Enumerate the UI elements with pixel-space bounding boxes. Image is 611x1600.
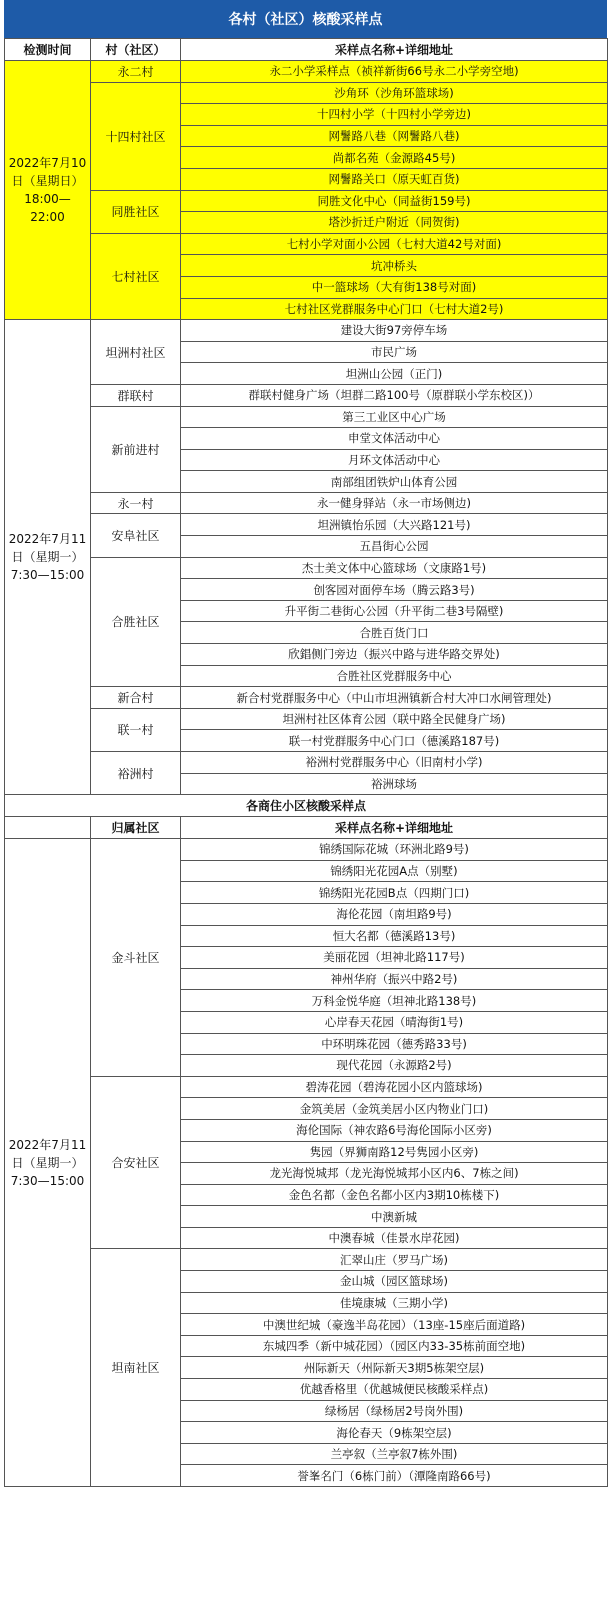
column-header: 采样点名称+详细地址 bbox=[181, 39, 608, 61]
table-row bbox=[5, 708, 608, 730]
table-row bbox=[5, 384, 608, 406]
site-cell: 中澳新城 bbox=[181, 1206, 608, 1228]
site-cell: 沙角环（沙角环篮球场) bbox=[181, 82, 608, 104]
site-cell: 中一篮球场（大有街138号对面) bbox=[181, 276, 608, 298]
site-cell: 建设大街97旁停车场 bbox=[181, 320, 608, 342]
village-cell: 十四村社区 bbox=[91, 82, 181, 190]
village-cell: 联一村 bbox=[91, 708, 181, 751]
table-row bbox=[5, 839, 608, 861]
site-cell: 网鬐路关口（原天虹百货) bbox=[181, 168, 608, 190]
village-cell: 安阜社区 bbox=[91, 514, 181, 557]
village-cell: 永二村 bbox=[91, 61, 181, 83]
site-cell: 申堂文体活动中心 bbox=[181, 428, 608, 450]
site-cell: 坦洲村社区体育公园（联中路全民健身广场) bbox=[181, 708, 608, 730]
column-header: 采样点名称+详细地址 bbox=[181, 817, 608, 839]
site-cell: 群联村健身广场（坦群二路100号（原群联小学东校区)） bbox=[181, 384, 608, 406]
village-cell: 同胜社区 bbox=[91, 190, 181, 233]
site-cell: 联一村党群服务中心门口（德溪路187号) bbox=[181, 730, 608, 752]
site-cell: 同胜文化中心（同益街159号) bbox=[181, 190, 608, 212]
site-cell: 坦洲镇怡乐园（大兴路121号) bbox=[181, 514, 608, 536]
site-cell: 金山城（园区篮球场) bbox=[181, 1271, 608, 1293]
site-cell: 合胜百货门口 bbox=[181, 622, 608, 644]
table-row bbox=[5, 514, 608, 536]
site-cell: 创客园对面停车场（腾云路3号) bbox=[181, 579, 608, 601]
site-cell: 坦洲山公园（正门) bbox=[181, 363, 608, 385]
table-row bbox=[5, 82, 608, 104]
site-cell: 永二小学采样点（祯祥新街66号永二小学旁空地) bbox=[181, 61, 608, 83]
village-cell: 新前进村 bbox=[91, 406, 181, 492]
site-cell: 网鬐路八巷（网鬐路八巷) bbox=[181, 125, 608, 147]
village-cell: 裕洲村 bbox=[91, 752, 181, 795]
village-cell: 合胜社区 bbox=[91, 557, 181, 687]
site-cell: 佳境康城（三期小学) bbox=[181, 1292, 608, 1314]
site-cell: 中澳春城（佳景水岸花园) bbox=[181, 1227, 608, 1249]
subsection-title: 各商住小区核酸采样点 bbox=[5, 795, 608, 817]
village-cell: 永一村 bbox=[91, 492, 181, 514]
site-cell: 誉峯名门（6栋门前）（潭隆南路66号) bbox=[181, 1465, 608, 1487]
site-cell: 新合村党群服务中心（中山市坦洲镇新合村大冲口水闸管理处) bbox=[181, 687, 608, 709]
site-cell: 合胜社区党群服务中心 bbox=[181, 665, 608, 687]
site-cell: 升平街二巷街心公园（升平街二巷3号隔壁) bbox=[181, 600, 608, 622]
site-cell: 隽园（界狮南路12号隽园小区旁) bbox=[181, 1141, 608, 1163]
subsection-title-row bbox=[5, 795, 608, 817]
site-cell: 市民广场 bbox=[181, 341, 608, 363]
page bbox=[4, 0, 607, 1487]
site-cell: 龙光海悦城邦（龙光海悦城邦小区内6、7栋之间) bbox=[181, 1163, 608, 1185]
site-cell: 锦绣阳光花园A点（别墅) bbox=[181, 860, 608, 882]
site-cell: 塔沙折迁户附近（同贺街) bbox=[181, 212, 608, 234]
site-cell: 中澳世纪城（豪逸半岛花园）（13座-15座后面道路) bbox=[181, 1314, 608, 1336]
table-row bbox=[5, 1076, 608, 1098]
site-cell: 海伦花园（南坦路9号) bbox=[181, 903, 608, 925]
site-cell: 十四村小学（十四村小学旁边) bbox=[181, 104, 608, 126]
site-cell: 裕洲球场 bbox=[181, 773, 608, 795]
site-cell: 万科金悦华庭（坦神北路138号) bbox=[181, 990, 608, 1012]
sampling-table bbox=[4, 38, 608, 1487]
site-cell: 金筑美居（金筑美居小区内物业门口) bbox=[181, 1098, 608, 1120]
site-cell: 永一健身驿站（永一市场侧边) bbox=[181, 492, 608, 514]
column-header: 归属社区 bbox=[91, 817, 181, 839]
table-row bbox=[5, 233, 608, 255]
village-cell: 群联村 bbox=[91, 384, 181, 406]
village-cell: 金斗社区 bbox=[91, 839, 181, 1077]
site-cell: 优越香格里（优越城便民核酸采样点) bbox=[181, 1379, 608, 1401]
site-cell: 绿杨居（绿杨居2号岗外围) bbox=[181, 1400, 608, 1422]
time-cell: 2022年7月10日（星期日）18:00—22:00 bbox=[5, 61, 91, 320]
time-cell: 2022年7月11日（星期一）7:30—15:00 bbox=[5, 839, 91, 1487]
table-row bbox=[5, 752, 608, 774]
site-cell: 锦绣国际花城（环洲北路9号) bbox=[181, 839, 608, 861]
site-cell: 尚都名苑（金源路45号) bbox=[181, 147, 608, 169]
table-row bbox=[5, 320, 608, 342]
site-cell: 欣錩侧门旁边（振兴中路与进华路交界处) bbox=[181, 644, 608, 666]
column-header: 检测时间 bbox=[5, 39, 91, 61]
table-row bbox=[5, 557, 608, 579]
column-header: 村（社区） bbox=[91, 39, 181, 61]
site-cell: 美丽花园（坦神北路117号) bbox=[181, 947, 608, 969]
site-cell: 金色名都（金色名都小区内3期10栋楼下) bbox=[181, 1184, 608, 1206]
site-cell: 心岸春天花园（晴海街1号) bbox=[181, 1011, 608, 1033]
column-header bbox=[5, 817, 91, 839]
table-row bbox=[5, 190, 608, 212]
site-cell: 杰士美文体中心篮球场（文康路1号) bbox=[181, 557, 608, 579]
village-cell: 坦洲村社区 bbox=[91, 320, 181, 385]
site-cell: 现代花园（永源路2号) bbox=[181, 1055, 608, 1077]
site-cell: 第三工业区中心广场 bbox=[181, 406, 608, 428]
site-cell: 碧涛花园（碧涛花园小区内篮球场) bbox=[181, 1076, 608, 1098]
page-title: 各村（社区）核酸采样点 bbox=[4, 0, 607, 38]
site-cell: 中环明珠花园（德秀路33号) bbox=[181, 1033, 608, 1055]
village-cell: 坦南社区 bbox=[91, 1249, 181, 1487]
header-row bbox=[5, 39, 608, 61]
table-row bbox=[5, 1249, 608, 1271]
village-cell: 新合村 bbox=[91, 687, 181, 709]
village-cell: 合安社区 bbox=[91, 1076, 181, 1249]
site-cell: 裕洲村党群服务中心（旧南村小学) bbox=[181, 752, 608, 774]
site-cell: 锦绣阳光花园B点（四期门口) bbox=[181, 882, 608, 904]
site-cell: 坑冲桥头 bbox=[181, 255, 608, 277]
site-cell: 东城四季（新中城花园）（园区内33-35栋前面空地) bbox=[181, 1335, 608, 1357]
site-cell: 南部组团铁炉山体育公园 bbox=[181, 471, 608, 493]
village-cell: 七村社区 bbox=[91, 233, 181, 319]
table-row bbox=[5, 406, 608, 428]
site-cell: 神州华府（振兴中路2号) bbox=[181, 968, 608, 990]
site-cell: 海伦国际（神农路6号海伦国际小区旁) bbox=[181, 1119, 608, 1141]
site-cell: 月环文体活动中心 bbox=[181, 449, 608, 471]
header-row bbox=[5, 817, 608, 839]
site-cell: 五昌街心公园 bbox=[181, 536, 608, 558]
site-cell: 七村社区党群服务中心门口（七村大道2号) bbox=[181, 298, 608, 320]
table-row bbox=[5, 61, 608, 83]
site-cell: 汇翠山庄（罗马广场) bbox=[181, 1249, 608, 1271]
table-row bbox=[5, 687, 608, 709]
site-cell: 七村小学对面小公园（七村大道42号对面) bbox=[181, 233, 608, 255]
site-cell: 州际新天（州际新天3期5栋架空层) bbox=[181, 1357, 608, 1379]
time-cell: 2022年7月11日（星期一）7:30—15:00 bbox=[5, 320, 91, 795]
table-row bbox=[5, 492, 608, 514]
site-cell: 兰亭叙（兰亭叙7栋外围) bbox=[181, 1443, 608, 1465]
site-cell: 海伦春天（9栋架空层) bbox=[181, 1422, 608, 1444]
site-cell: 恒大名都（德溪路13号) bbox=[181, 925, 608, 947]
